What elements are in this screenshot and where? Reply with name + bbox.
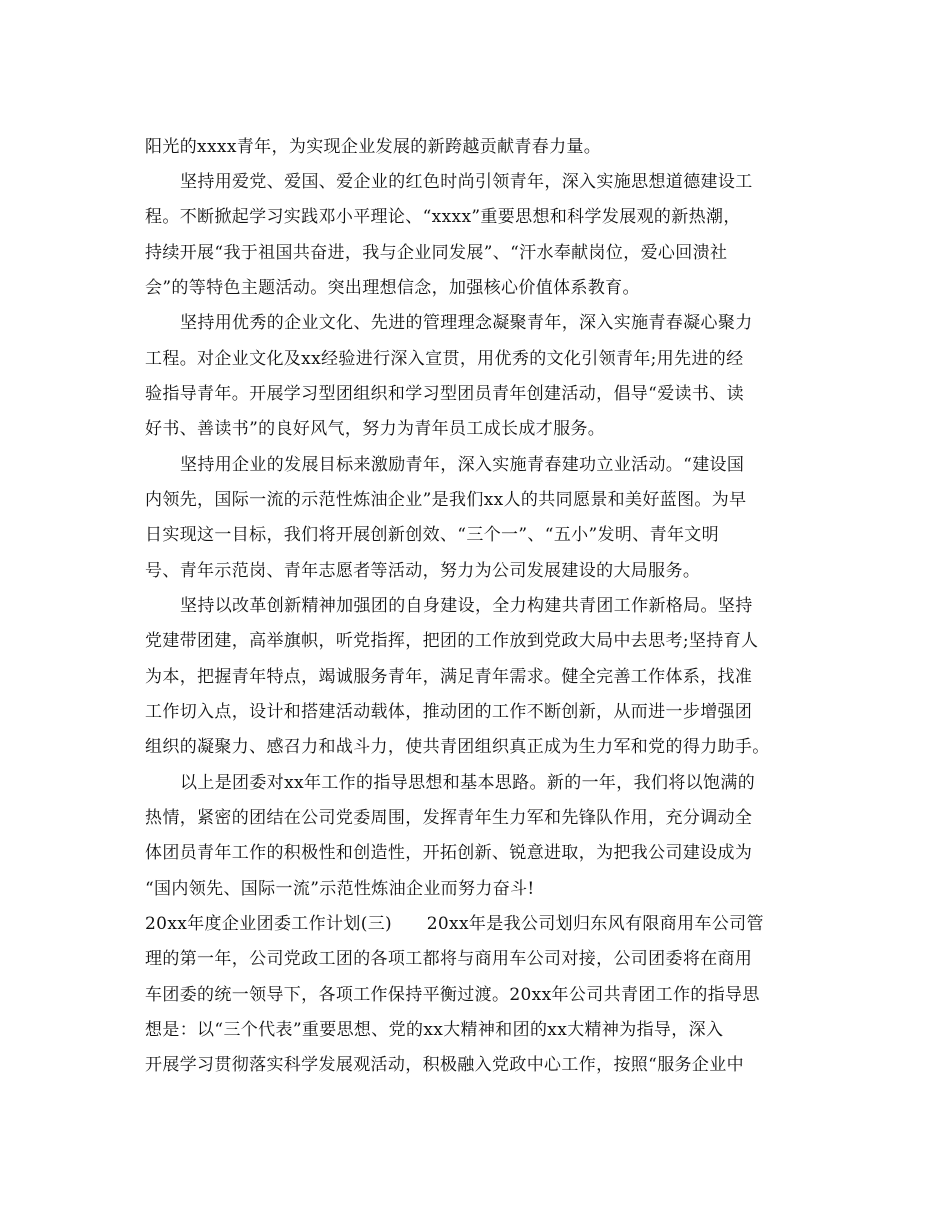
text-line: 工程。对企业文化及xx经验进行深入宣贯，用优秀的文化引领青年;用先进的经 bbox=[145, 349, 744, 369]
paragraph-start-line: 坚持用爱党、爱国、爱企业的红色时尚引领青年，深入实施思想道德建设工 bbox=[180, 172, 753, 192]
text-line: 党建带团建，高举旗帜，听党指挥，把团的工作放到党政大局中去思考;坚持育人 bbox=[145, 631, 759, 651]
paragraph-start-line: 坚持以改革创新精神加强团的自身建设，全力构建共青团工作新格局。坚持 bbox=[180, 596, 753, 616]
section-heading-line: 20xx年度企业团委工作计划(三) 20xx年是我公司划归东风有限商用车公司管 bbox=[145, 914, 764, 934]
paragraph-start-line: 以上是团委对xx年工作的指导思想和基本思路。新的一年，我们将以饱满的 bbox=[180, 773, 756, 793]
text-line: 阳光的xxxx青年，为实现企业发展的新跨越贡献青春力量。 bbox=[145, 137, 602, 157]
text-line: 会”的等特色主题活动。突出理想信念，加强核心价值体系教育。 bbox=[145, 278, 640, 298]
text-line: “国内领先、国际一流”示范性炼油企业而努力奋斗! bbox=[145, 879, 535, 899]
text-line: 组织的凝聚力、感召力和战斗力，使共青团组织真正成为生力军和党的得力助手。 bbox=[145, 737, 770, 757]
text-line: 热情，紧密的团结在公司党委周围，发挥青年生力军和先锋队作用，充分调动全 bbox=[145, 808, 753, 828]
text-line: 车团委的统一领导下，各项工作保持平衡过渡。20xx年公司共青团工作的指导思 bbox=[145, 985, 760, 1005]
text-line: 号、青年示范岗、青年志愿者等活动，努力为公司发展建设的大局服务。 bbox=[145, 561, 701, 581]
text-line: 验指导青年。开展学习型团组织和学习型团员青年创建活动，倡导“爱读书、读 bbox=[145, 384, 744, 404]
text-line: 想是：以“三个代表”重要思想、党的xx大精神和团的xx大精神为指导，深入 bbox=[145, 1020, 724, 1040]
text-line: 为本，把握青年特点，竭诚服务青年，满足青年需求。健全完善工作体系，找准 bbox=[145, 667, 753, 687]
text-line: 内领先，国际一流的示范性炼油企业”是我们xx人的共同愿景和美好蓝图。为早 bbox=[145, 490, 747, 510]
text-line: 开展学习贯彻落实科学发展观活动，积极融入党政中心工作，按照“服务企业中 bbox=[145, 1055, 744, 1075]
text-line: 理的第一年，公司党政工团的各项工都将与商用车公司对接，公司团委将在商用 bbox=[145, 949, 753, 969]
text-line: 持续开展“我于祖国共奋进，我与企业同发展”、“汗水奉献岗位，爱心回溃社 bbox=[145, 243, 728, 263]
paragraph-start-line: 坚持用企业的发展目标来激励青年，深入实施青春建功立业活动。“建设国 bbox=[180, 455, 745, 475]
text-line: 体团员青年工作的积极性和创造性，开拓创新、锐意进取，为把我公司建设成为 bbox=[145, 843, 753, 863]
text-line: 日实现这一目标，我们将开展创新创效、“三个一”、“五小”发明、青年文明 bbox=[145, 525, 720, 545]
paragraph-start-line: 坚持用优秀的企业文化、先进的管理理念凝聚青年，深入实施青春凝心聚力 bbox=[180, 313, 753, 333]
text-line: 程。不断掀起学习实践邓小平理论、“xxxx”重要思想和科学发展观的新热潮， bbox=[145, 207, 741, 227]
text-line: 好书、善读书”的良好风气，努力为青年员工成长成才服务。 bbox=[145, 419, 606, 439]
text-line: 工作切入点，设计和搭建活动载体，推动团的工作不断创新，从而进一步增强团 bbox=[145, 702, 753, 722]
